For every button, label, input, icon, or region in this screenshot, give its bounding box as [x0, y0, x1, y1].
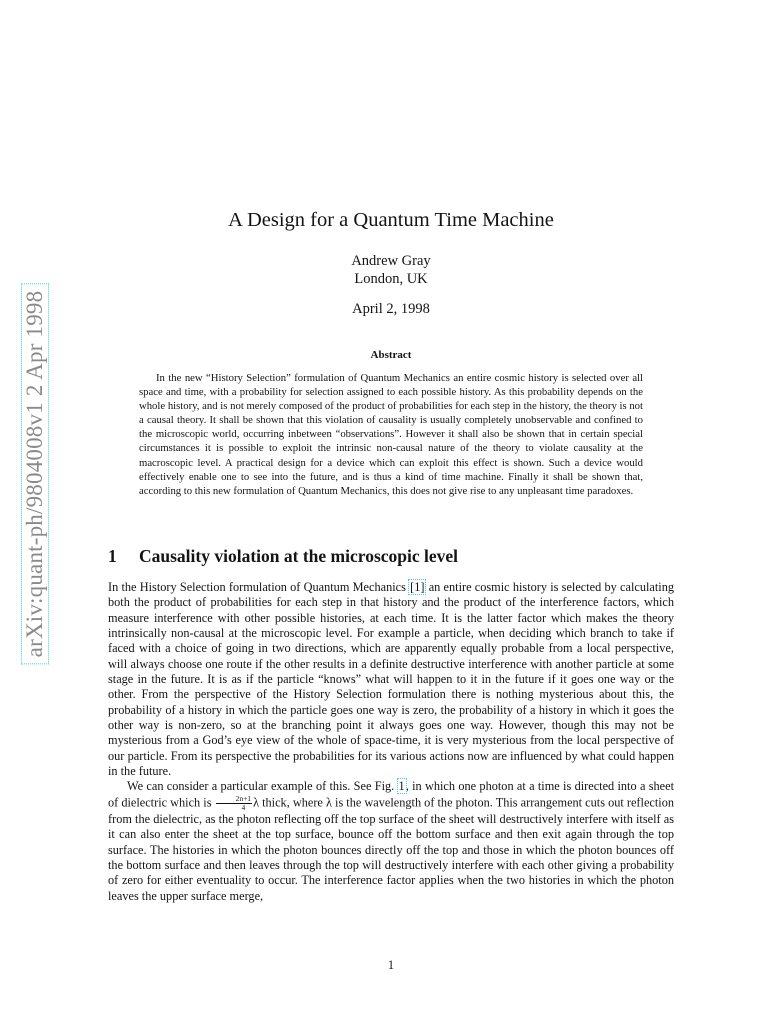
- paragraph-2: [108, 779, 674, 903]
- paragraph-2-text-b: , in which one photon at a time is directed into a sheet of dielectric which is: [108, 779, 674, 810]
- paragraph-2-text-a: We can consider a particular example of this. See Fig.: [127, 779, 398, 794]
- fraction-denominator: 4: [241, 802, 246, 812]
- figure-link[interactable]: 1: [398, 779, 405, 794]
- paragraph-1: [108, 580, 674, 779]
- abstract-text: In the new “History Selection” formulation of Quantum Mechanics an entire cosmic history is selected over all space and time, with a probability for selection assigned to each possible history. As this probability depends on the whole history, and is not merely composed of the product of probabilities for each step in the history, the theory is not a causal theory. It shall be shown that this violation of causality is usually completely unobservable and confined to the microscopic world, occurring inbetween “observations”. However it shall also be shown that in certain special circumstances it is possible to exploit the intrinsic non-causal nature of the theory to violate causality at the macroscopic level. A practical design for a device which can exploit this effect is shown. Such a device would effectively enable one to see into the future, and is thus a kind of time machine. Finally it shall be shown that, according to this new formulation of Quantum Mechanics, this does not give rise to any unpleasant time paradoxes.: [139, 372, 643, 497]
- thickness-fraction: [216, 795, 252, 812]
- page-number: 1: [387, 958, 395, 972]
- section-heading: [108, 546, 458, 567]
- arxiv-identifier-stamp[interactable]: arXiv:quant-ph/9804008v1 2 Apr 1998: [22, 285, 48, 664]
- paper-date: April 2, 1998: [352, 301, 430, 317]
- paragraph-2-text-c: λ thick, where λ is the wavelength of the photon. This arrangement cuts out reflection from the dielectric, as the photon reflecting off the top surface of the sheet will destructively interfere with itself as it can also enter the sheet at the top surface, bounce off the bottom surface and then exit again through the top surface. The histories in which the photon bounces directly off the top and those in which the photon bounces off the bottom surface and then leaves through the top will destructively interfere with each other giving a probability of zero for either eventuality to occur. The interference factor applies when the two histories in which the photon leaves the upper surface merge,: [108, 795, 674, 903]
- paragraph-1-text-b: an entire cosmic history is selected by calculating both the product of probabilities for each step in that history and the product of the interference factors, which measure interference with other possible histories, at each time. It is the latter factor which makes the theory intrinsically non-causal at the microscopic level. For example a particle, when deciding which branch to take if faced with a choice of going in two directions, which are apparently equally probable from a local perspective, will always choose one route if the other results in a definite destructive interference with another particle at some stage in the future. It is as if the particle “knows” what will happen to it in the future if it goes one way or the other. From the perspective of the History Selection formulation there is nothing mysterious about this, the probability of a history in which the particle goes one way is zero, the probability of a history in which it goes the other way is non-zero, so at the branching point it always goes one way. However, though this may not be mysterious from a God’s eye view of the whole of space-time, it is very mysterious from the local perspective of our particle. From its perspective the probabilities for its various actions now are influenced by what could happen in the future.: [108, 580, 674, 779]
- citation-link[interactable]: [1]: [410, 580, 425, 594]
- section-number: 1: [108, 546, 117, 566]
- paragraph-1-text-a: In the History Selection formulation of Quantum Mechanics: [108, 580, 410, 594]
- section-body: [108, 580, 674, 904]
- abstract-heading: Abstract: [370, 349, 412, 361]
- paper-title: A Design for a Quantum Time Machine: [228, 209, 554, 231]
- section-title: Causality violation at the microscopic level: [139, 546, 459, 566]
- author-name: Andrew Gray: [351, 253, 431, 269]
- author-affiliation: London, UK: [354, 271, 428, 287]
- fraction-numerator: 2n+1: [216, 795, 252, 804]
